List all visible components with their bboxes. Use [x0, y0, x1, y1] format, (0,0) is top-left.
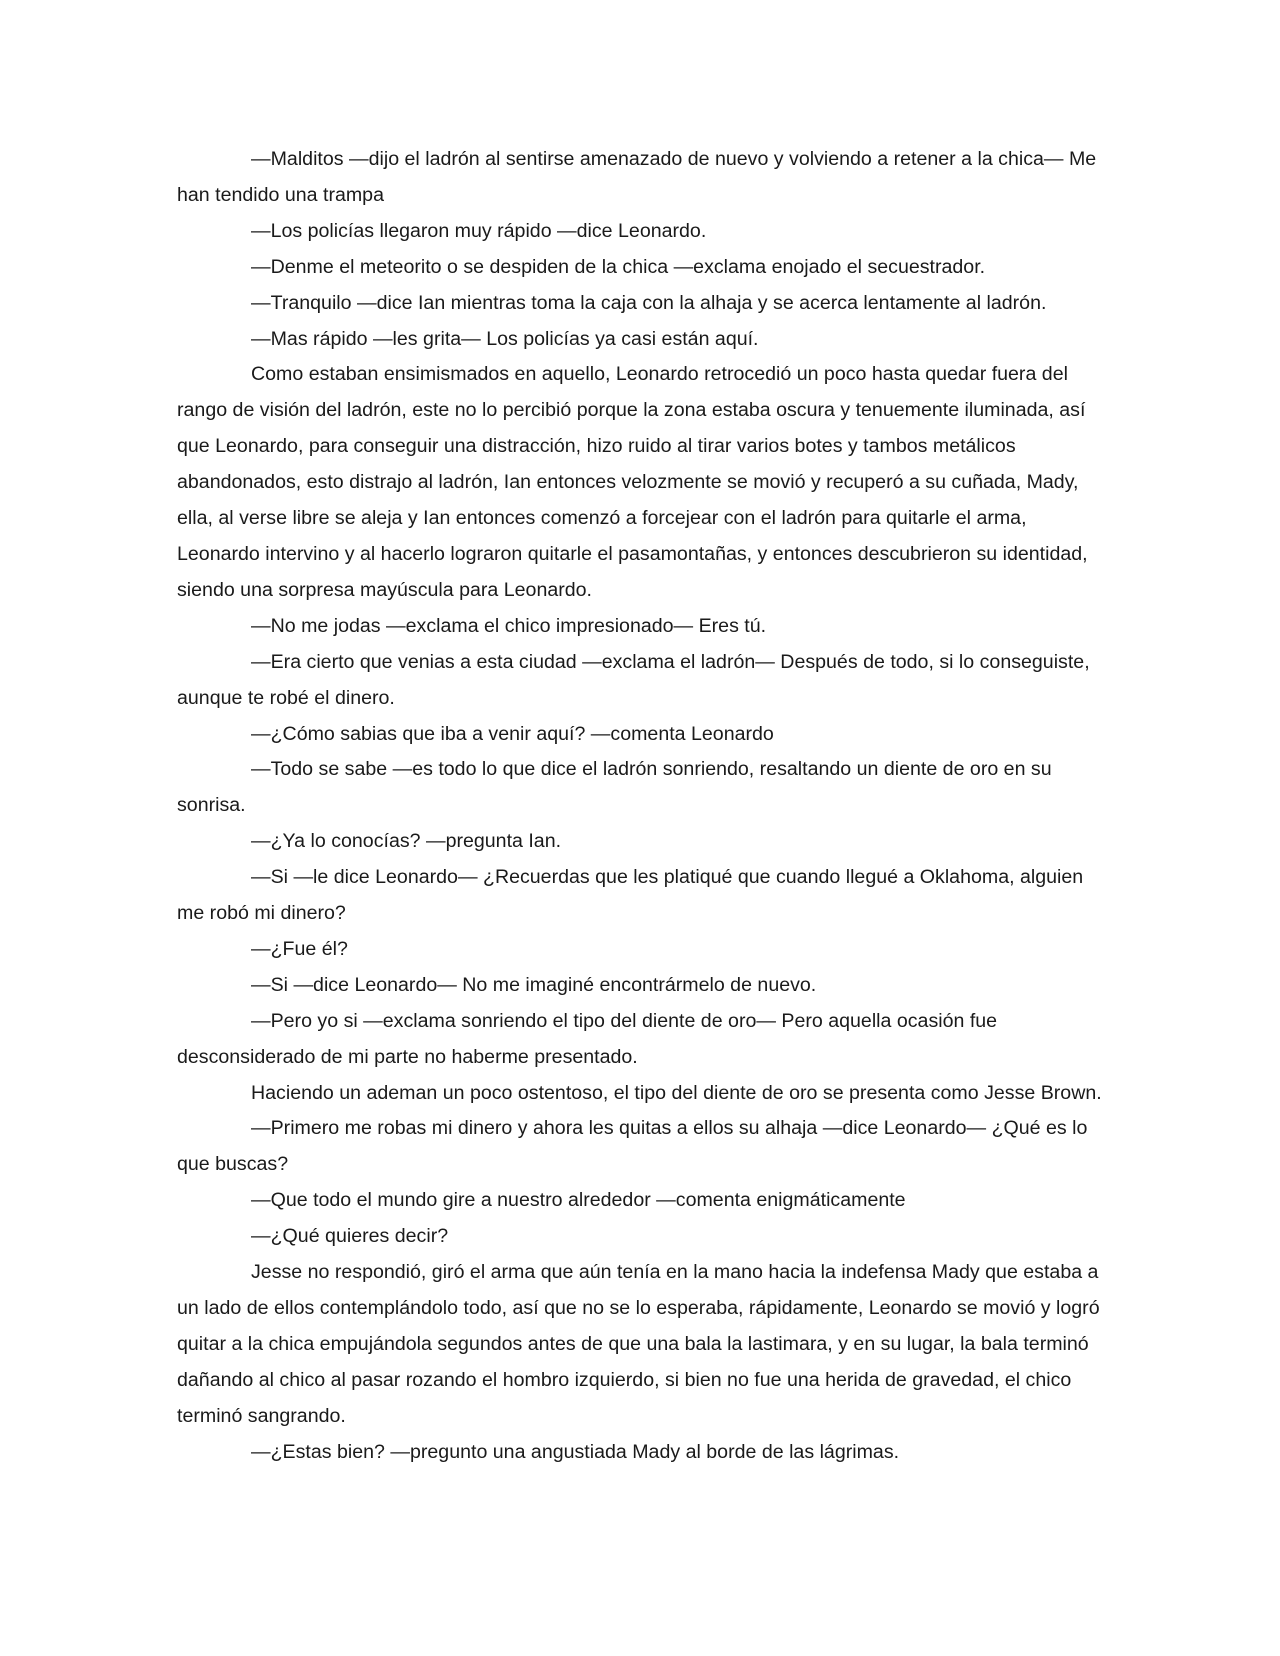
text-body — [177, 142, 1105, 1471]
paragraph-17: —Primero me robas mi dinero y ahora les quitas a ellos su alhaja —dice Leonardo— ¿Qué es lo que buscas? — [177, 1117, 1088, 1176]
paragraph-2: —Los policías llegaron muy rápido —dice Leonardo. — [251, 219, 707, 242]
paragraph-15: —Pero yo si —exclama sonriendo el tipo del diente de oro— Pero aquella ocasión fue desconsiderado de mi parte no haberme presentado. — [177, 1009, 998, 1068]
paragraph-6: Como estaban ensimismados en aquello, Leonardo retrocedió un poco hasta quedar fuera del rango de visión del ladrón, este no lo percibió porque la zona estaba oscura y tenuemente iluminada, así que Leonardo, para conseguir una distracción, hizo ruido al tirar varios botes y tambos metálicos abandonados, esto distrajo al ladrón, Ian entonces velozmente se movió y recuperó a su cuñada, Mady, ella, al verse libre se aleja y Ian entonces comenzó a forcejear con el ladrón para quitarle el arma, Leonardo intervino y al hacerlo lograron quitarle el pasamontañas, y entonces descubrieron su identidad, siendo una sorpresa mayúscula para Leonardo. — [177, 363, 1088, 601]
paragraph-1: —Malditos —dijo el ladrón al sentirse amenazado de nuevo y volviendo a retener a la chica— Me han tendido una trampa — [177, 148, 1097, 206]
paragraph-11: —¿Ya lo conocías? —pregunta Ian. — [251, 830, 562, 853]
paragraph-12: —Si —le dice Leonardo— ¿Recuerdas que les platiqué que cuando llegué a Oklahoma, alguien me robó mi dinero? — [177, 866, 1084, 925]
paragraph-10: —Todo se sabe —es todo lo que dice el ladrón sonriendo, resaltando un diente de oro en su sonrisa. — [177, 758, 1052, 817]
paragraph-19: —¿Qué quieres decir? — [251, 1225, 449, 1248]
paragraph-4: —Tranquilo —dice Ian mientras toma la caja con la alhaja y se acerca lentamente al ladrón. — [251, 291, 1047, 314]
paragraph-9: —¿Cómo sabias que iba a venir aquí? —comenta Leonardo — [251, 722, 774, 745]
paragraph-5: —Mas rápido —les grita— Los policías ya casi están aquí. — [251, 327, 759, 350]
paragraph-14: —Si —dice Leonardo— No me imaginé encontrármelo de nuevo. — [251, 973, 817, 996]
paragraph-21: —¿Estas bien? —pregunto una angustiada Mady al borde de las lágrimas. — [251, 1440, 900, 1463]
paragraph-7: —No me jodas —exclama el chico impresionado— Eres tú. — [251, 614, 767, 637]
paragraph-20: Jesse no respondió, giró el arma que aún tenía en la mano hacia la indefensa Mady que estaba a un lado de ellos contemplándolo todo, así que no se lo esperaba, rápidamente, Leonardo se movió y logró quitar a la chica empujándola segundos antes de que una bala la lastimara, y en su lugar, la bala terminó dañando al chico al pasar rozando el hombro izquierdo, si bien no fue una herida de gravedad, el chico terminó sangrando. — [177, 1261, 1100, 1427]
paragraph-8: —Era cierto que venias a esta ciudad —exclama el ladrón— Después de todo, si lo conseguiste, aunque te robé el dinero. — [177, 650, 1090, 709]
paragraph-18: —Que todo el mundo gire a nuestro alrededor —comenta enigmáticamente — [251, 1189, 906, 1212]
paragraph-13: —¿Fue él? — [251, 937, 348, 960]
paragraph-3: —Denme el meteorito o se despiden de la chica —exclama enojado el secuestrador. — [251, 255, 986, 278]
paragraph-16: Haciendo un ademan un poco ostentoso, el tipo del diente de oro se presenta como Jesse Brown. — [251, 1081, 1102, 1104]
